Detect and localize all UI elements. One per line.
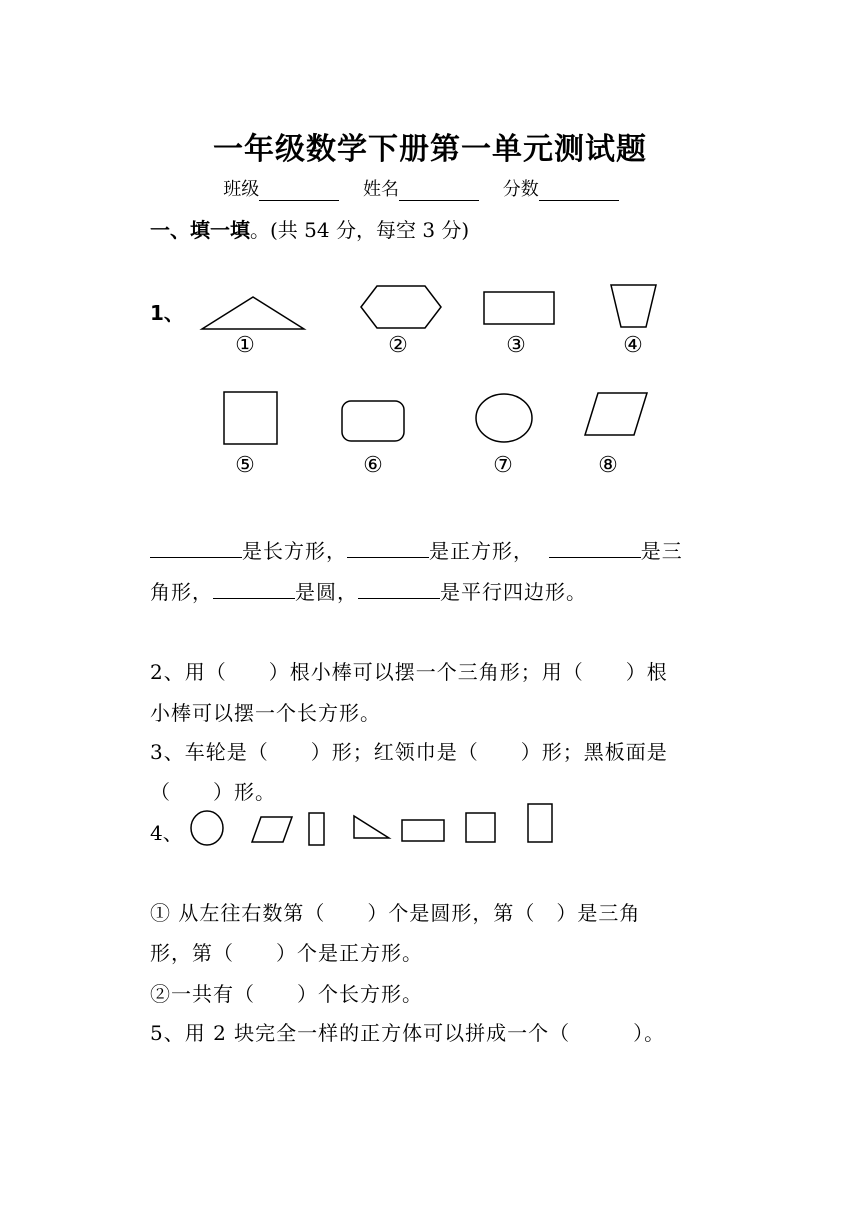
- name-label: 姓名: [363, 179, 399, 200]
- shape-label-3: ③: [506, 333, 526, 358]
- page-title: 一年级数学下册第一单元测试题: [213, 132, 647, 167]
- shape-label-4: ④: [623, 333, 643, 358]
- q5-line: 5、用 2 块完全一样的正方体可以拼成一个（ ）。: [150, 1021, 666, 1045]
- q1-answer-line-2: 角形， 是圆， 是平行四边形。: [150, 580, 587, 604]
- shape-label-6: ⑥: [363, 453, 383, 478]
- q4-number: 4、: [150, 821, 183, 845]
- section-heading-bold: 一、填一填: [150, 218, 250, 242]
- q1-number: 1、: [150, 301, 184, 325]
- q3-line-2: （ ）形。: [150, 780, 276, 804]
- q4-line-1: ① 从左往右数第（ ）个是圆形，第（ ）是三角: [150, 901, 641, 925]
- shape-label-1: ①: [235, 333, 255, 358]
- q2-line-1: 2、用（ ）根小棒可以摆一个三角形；用（ ）根: [150, 660, 668, 684]
- q1-answer-line-1: 是长方形， 是正方形， 是三: [150, 535, 710, 564]
- shape-label-7: ⑦: [493, 453, 513, 478]
- shape-label-8: ⑧: [598, 453, 618, 478]
- score-label: 分数: [502, 179, 539, 200]
- q4-line-3: ②一共有（ ）个长方形。: [150, 982, 423, 1006]
- shape-label-5: ⑤: [235, 453, 255, 478]
- section-heading-note: 。(共 54 分，每空 3 分): [250, 218, 470, 242]
- shape-label-2: ②: [388, 333, 408, 358]
- q3-line-1: 3、车轮是（ ）形；红领巾是（ ）形；黑板面是: [150, 740, 668, 764]
- class-label: 班级: [223, 179, 260, 200]
- q2-line-2: 小棒可以摆一个长方形。: [150, 701, 381, 725]
- q4-line-2: 形，第（ ）个是正方形。: [150, 941, 423, 965]
